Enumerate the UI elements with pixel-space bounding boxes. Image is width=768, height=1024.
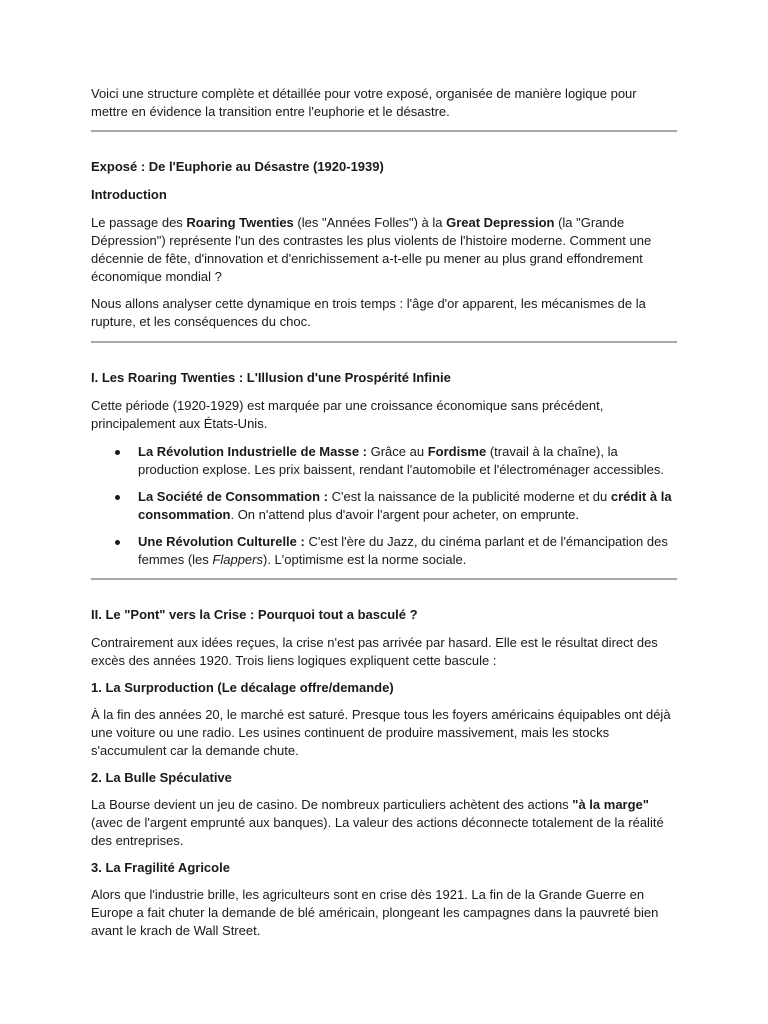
section-2-heading: II. Le "Pont" vers la Crise : Pourquoi tout a basculé ? [91,607,418,622]
list-item: La Société de Consommation : C'est la naissance de la publicité moderne et du crédit à la consommation. On n'attend plus d'avoir l'argent pour acheter, on emprunte. [138,488,677,524]
introduction-heading: Introduction [91,187,167,202]
section-2-lead: Contrairement aux idées reçues, la crise n'est pas arrivée par hasard. Elle est le résultat direct des excès des années 1920. Trois liens logiques expliquent cette bascule : [91,635,658,668]
section-1-lead: Cette période (1920-1929) est marquée par une croissance économique sans précédent, principalement aux États-Unis. [91,398,604,431]
bullet-icon [115,495,120,500]
divider [91,130,677,132]
bullet-icon [115,450,120,455]
list-item: La Révolution Industrielle de Masse : Grâce au Fordisme (travail à la chaîne), la production explose. Les prix baissent, rendant l'automobile et l'électroménager accessibles. [138,443,677,479]
divider [91,578,677,580]
divider [91,341,677,343]
bullet-icon [115,540,120,545]
subsection-1-text: À la fin des années 20, le marché est saturé. Presque tous les foyers américains équipables ont déjà une voiture ou une radio. Les usines continuent de produire massivement, mais les stocks s'accumulent car la demande chute. [91,707,671,758]
document-page [91,85,677,940]
section-1-bullet-list [91,443,677,569]
document-title: Exposé : De l'Euphorie au Désastre (1920-1939) [91,159,384,174]
introduction-paragraph-1: Le passage des Roaring Twenties (les "Années Folles") à la Great Depression (la "Grande Dépression") représente l'un des contrastes les plus violents de l'histoire moderne. Comment une décennie de fête, d'innovation et d'enrichissement a-t-elle pu mener au plus grand effondrement économique mondial ? [91,215,652,284]
subsection-2-heading: 2. La Bulle Spéculative [91,770,232,785]
introduction-paragraph-2: Nous allons analyser cette dynamique en trois temps : l'âge d'or apparent, les mécanismes de la rupture, et les conséquences du choc. [91,296,646,329]
subsection-3-text: Alors que l'industrie brille, les agriculteurs sont en crise dès 1921. La fin de la Grande Guerre en Europe a fait chuter la demande de blé américain, plongeant les campagnes dans la pauvreté bien avant le krach de Wall Street. [91,887,659,938]
subsection-1-heading: 1. La Surproduction (Le décalage offre/demande) [91,680,394,695]
list-item: Une Révolution Culturelle : C'est l'ère du Jazz, du cinéma parlant et de l'émancipation des femmes (les Flappers). L'optimisme est la norme sociale. [138,533,677,569]
subsection-3-heading: 3. La Fragilité Agricole [91,860,230,875]
subsection-2-text: La Bourse devient un jeu de casino. De nombreux particuliers achètent des actions "à la marge" (avec de l'argent emprunté aux banques). La valeur des actions déconnecte totalement de la réalité des entreprises. [91,797,664,848]
section-1-heading: I. Les Roaring Twenties : L'Illusion d'une Prospérité Infinie [91,370,451,385]
intro-note: Voici une structure complète et détaillée pour votre exposé, organisée de manière logique pour mettre en évidence la transition entre l'euphorie et le désastre. [91,86,637,119]
